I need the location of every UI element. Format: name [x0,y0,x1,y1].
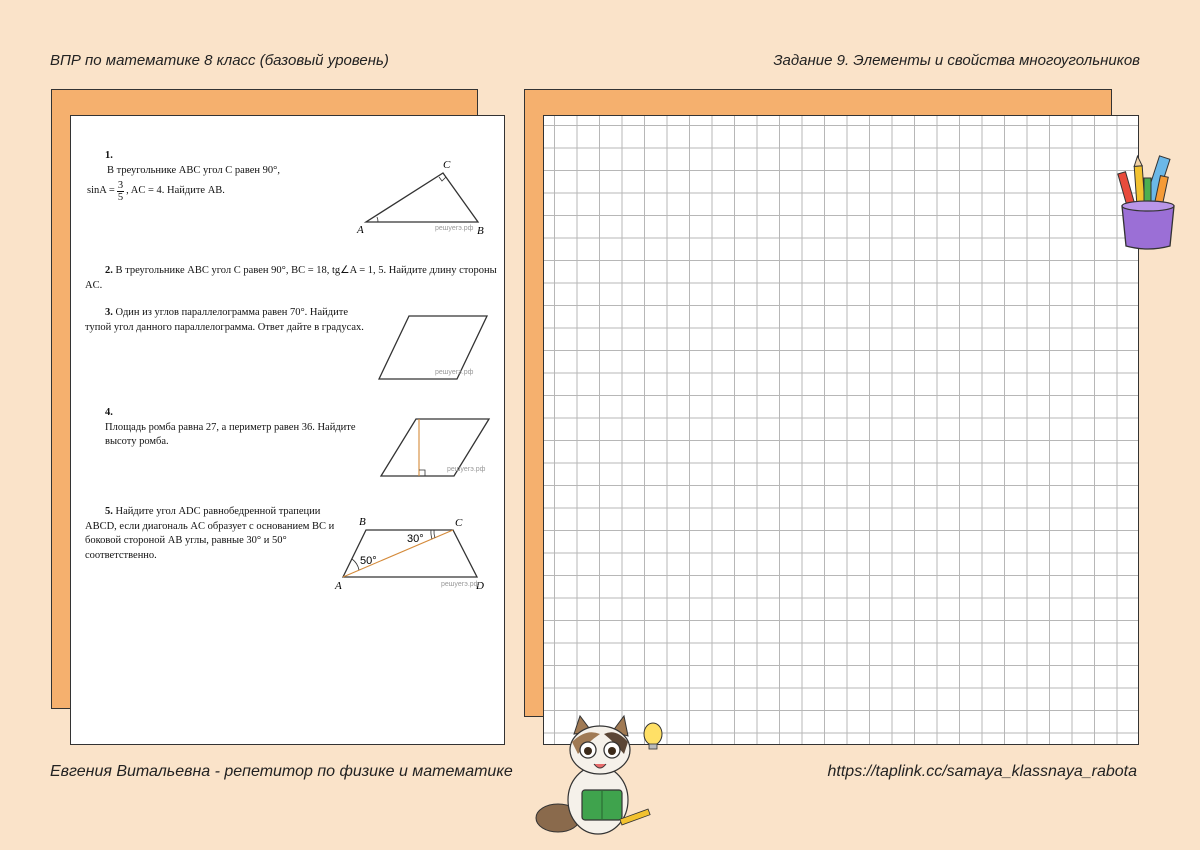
footer-author: Евгения Витальевна - репетитор по физике и математике [50,763,513,780]
task-5-diagonal [343,530,453,577]
task-2 [85,264,501,293]
pencil-cup-icon [1112,148,1188,258]
task-3-figure [371,311,496,383]
task-1-label-a: A [357,224,364,236]
task-5-angle-mark-a [352,559,359,570]
task-1-right-angle-mark [439,177,446,181]
task-4-number: 4. [105,407,113,418]
task-4-watermark: решуегэ.рф [447,466,486,473]
task-1-triangle [366,173,478,222]
task-1-watermark: решуегэ.рф [435,225,474,232]
task-3-text: Один из углов параллелограмма равен 70°. Найдите тупой угол данного параллелограмма. Ответ дайте в градусах. [85,307,364,333]
task-1-label-b: B [477,225,484,237]
cat-mascot-icon [528,712,668,844]
task-4 [105,406,375,450]
task-1-sin: sinA = [87,185,115,197]
header-title: ВПР по математике 8 класс (базовый уровень) [50,52,389,69]
task-sheet [70,115,505,745]
task-1-label-c: C [443,159,451,171]
task-5-angle-50: 50° [360,555,377,567]
task-5-label-b: B [359,516,366,528]
task-4-right-angle-mark [419,470,425,476]
task-1-number: 1. [105,150,113,161]
task-1 [87,149,360,203]
task-5-figure [331,514,491,594]
task-4-figure [377,414,497,480]
task-5-text: Найдите угол ADC равнобедренной трапеции ABCD, если диагональ AC образует с основанием BC и боковой стороной AB углы, равные 30° и 50° соответственно. [85,506,335,561]
task-2-number: 2. [105,265,113,276]
task-3-number: 3. [105,307,113,318]
task-1-line2 [87,180,360,203]
task-5-label-a: A [335,580,342,592]
task-1-frac-num: 3 [117,180,124,191]
task-5-number: 5. [105,506,113,517]
task-3-watermark: решуегэ.рф [435,369,474,376]
task-3 [85,306,370,335]
task-4-text: Площадь ромба равна 27, а периметр равен 36. Найдите высоту ромба. [105,421,356,447]
task-2-text: В треугольнике ABC угол C равен 90°, BC = 18, tg∠A = 1, 5. Найдите длину стороны AC. [85,265,497,291]
task-5-label-d: D [476,580,484,592]
task-1-frac-den: 5 [117,192,124,203]
task-1-figure [353,154,493,238]
task-1-fraction [117,180,124,203]
task-1-rest: , AC = 4. Найдите AB. [126,185,225,197]
task-5 [85,505,340,563]
task-5-angle-mark-c2 [431,530,432,539]
task-5-watermark: решуегэ.рф [441,581,480,588]
task-5-angle-mark-c1 [434,530,435,538]
task-5-label-c: C [455,517,463,529]
graph-paper[interactable] [543,115,1139,745]
task-1-line1: В треугольнике ABC угол C равен 90°, [107,164,280,176]
task-1-angle-mark [377,217,378,222]
footer-link[interactable]: https://taplink.cc/samaya_klassnaya_rabota [827,763,1137,780]
header-task-title: Задание 9. Элементы и свойства многоугольников [773,52,1140,69]
task-5-angle-30: 30° [407,533,424,545]
